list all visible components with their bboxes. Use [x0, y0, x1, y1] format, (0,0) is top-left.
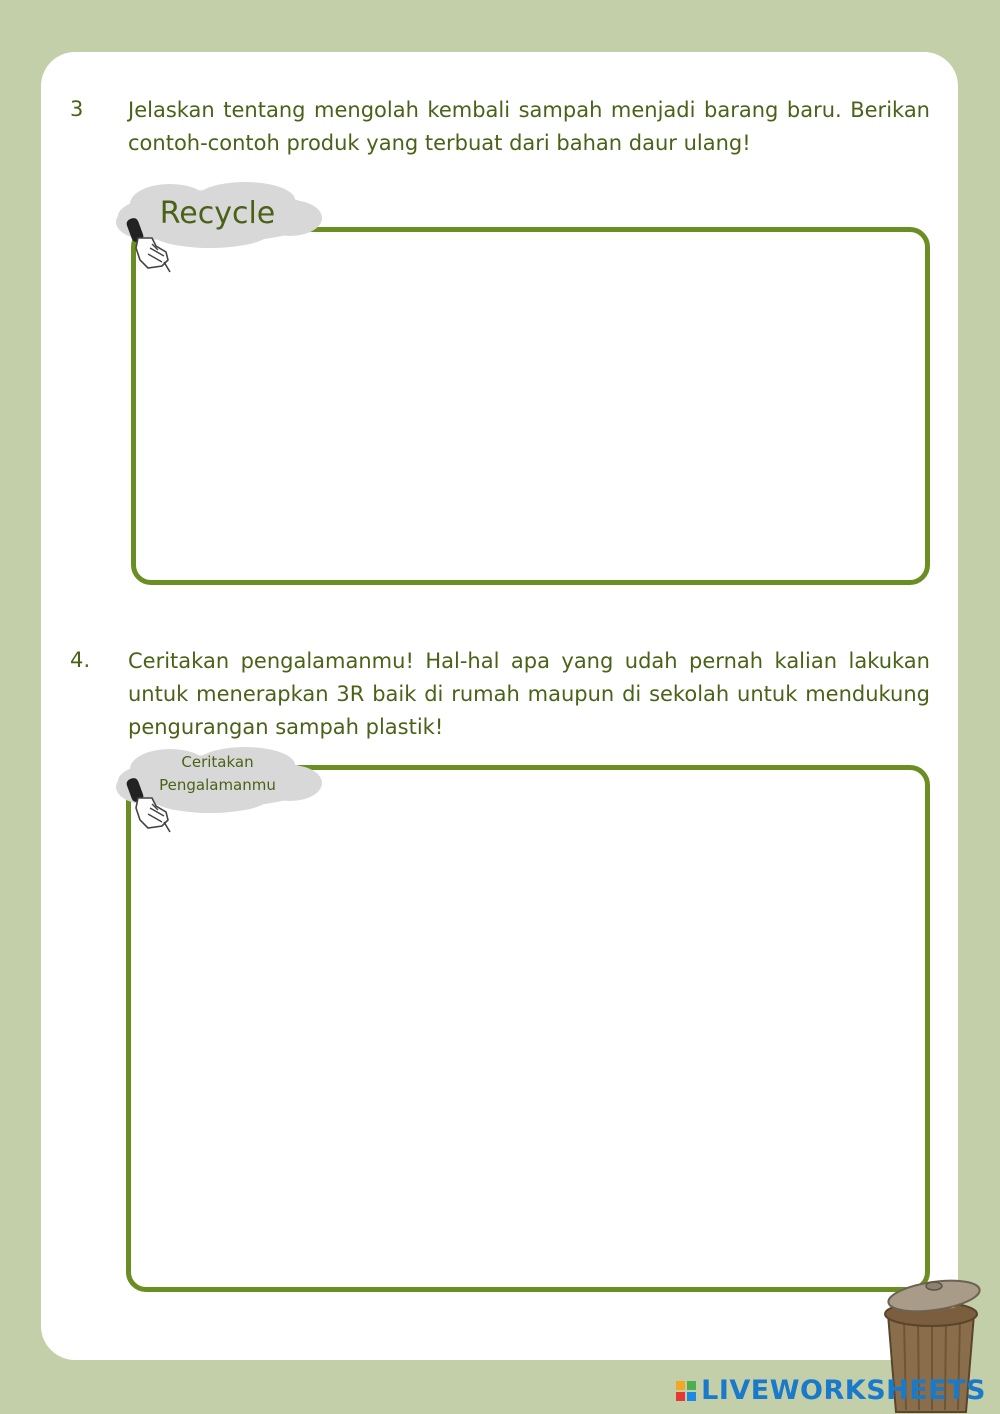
brand-name: LIVEWORKSHEETS: [701, 1375, 986, 1406]
question-3-text: Jelaskan tentang mengolah kembali sampah menjadi barang baru. Berikan contoh-contoh produk yang terbuat dari bahan daur ulang!: [128, 98, 930, 155]
question-4-text: Ceritakan pengalamanmu! Hal-hal apa yang udah pernah kalian lakukan untuk menerapkan 3R baik di rumah maupun di sekolah untuk mendukung pengurangan sampah plastik!: [128, 649, 930, 739]
question-3-number: 3: [70, 97, 84, 121]
recycle-label: Recycle: [159, 196, 276, 231]
experience-label-line1: Ceritakan: [181, 753, 254, 771]
answer-box-experience[interactable]: [126, 765, 930, 1292]
question-4-number: 4.: [70, 648, 91, 672]
logo-mark-icon: [676, 1381, 696, 1401]
experience-label-line2: Pengalamanmu: [159, 776, 276, 794]
pointing-hand-icon: [126, 776, 174, 834]
liveworksheets-logo: [676, 1375, 986, 1406]
pointing-hand-icon: [126, 216, 174, 274]
answer-box-recycle[interactable]: [131, 227, 930, 585]
